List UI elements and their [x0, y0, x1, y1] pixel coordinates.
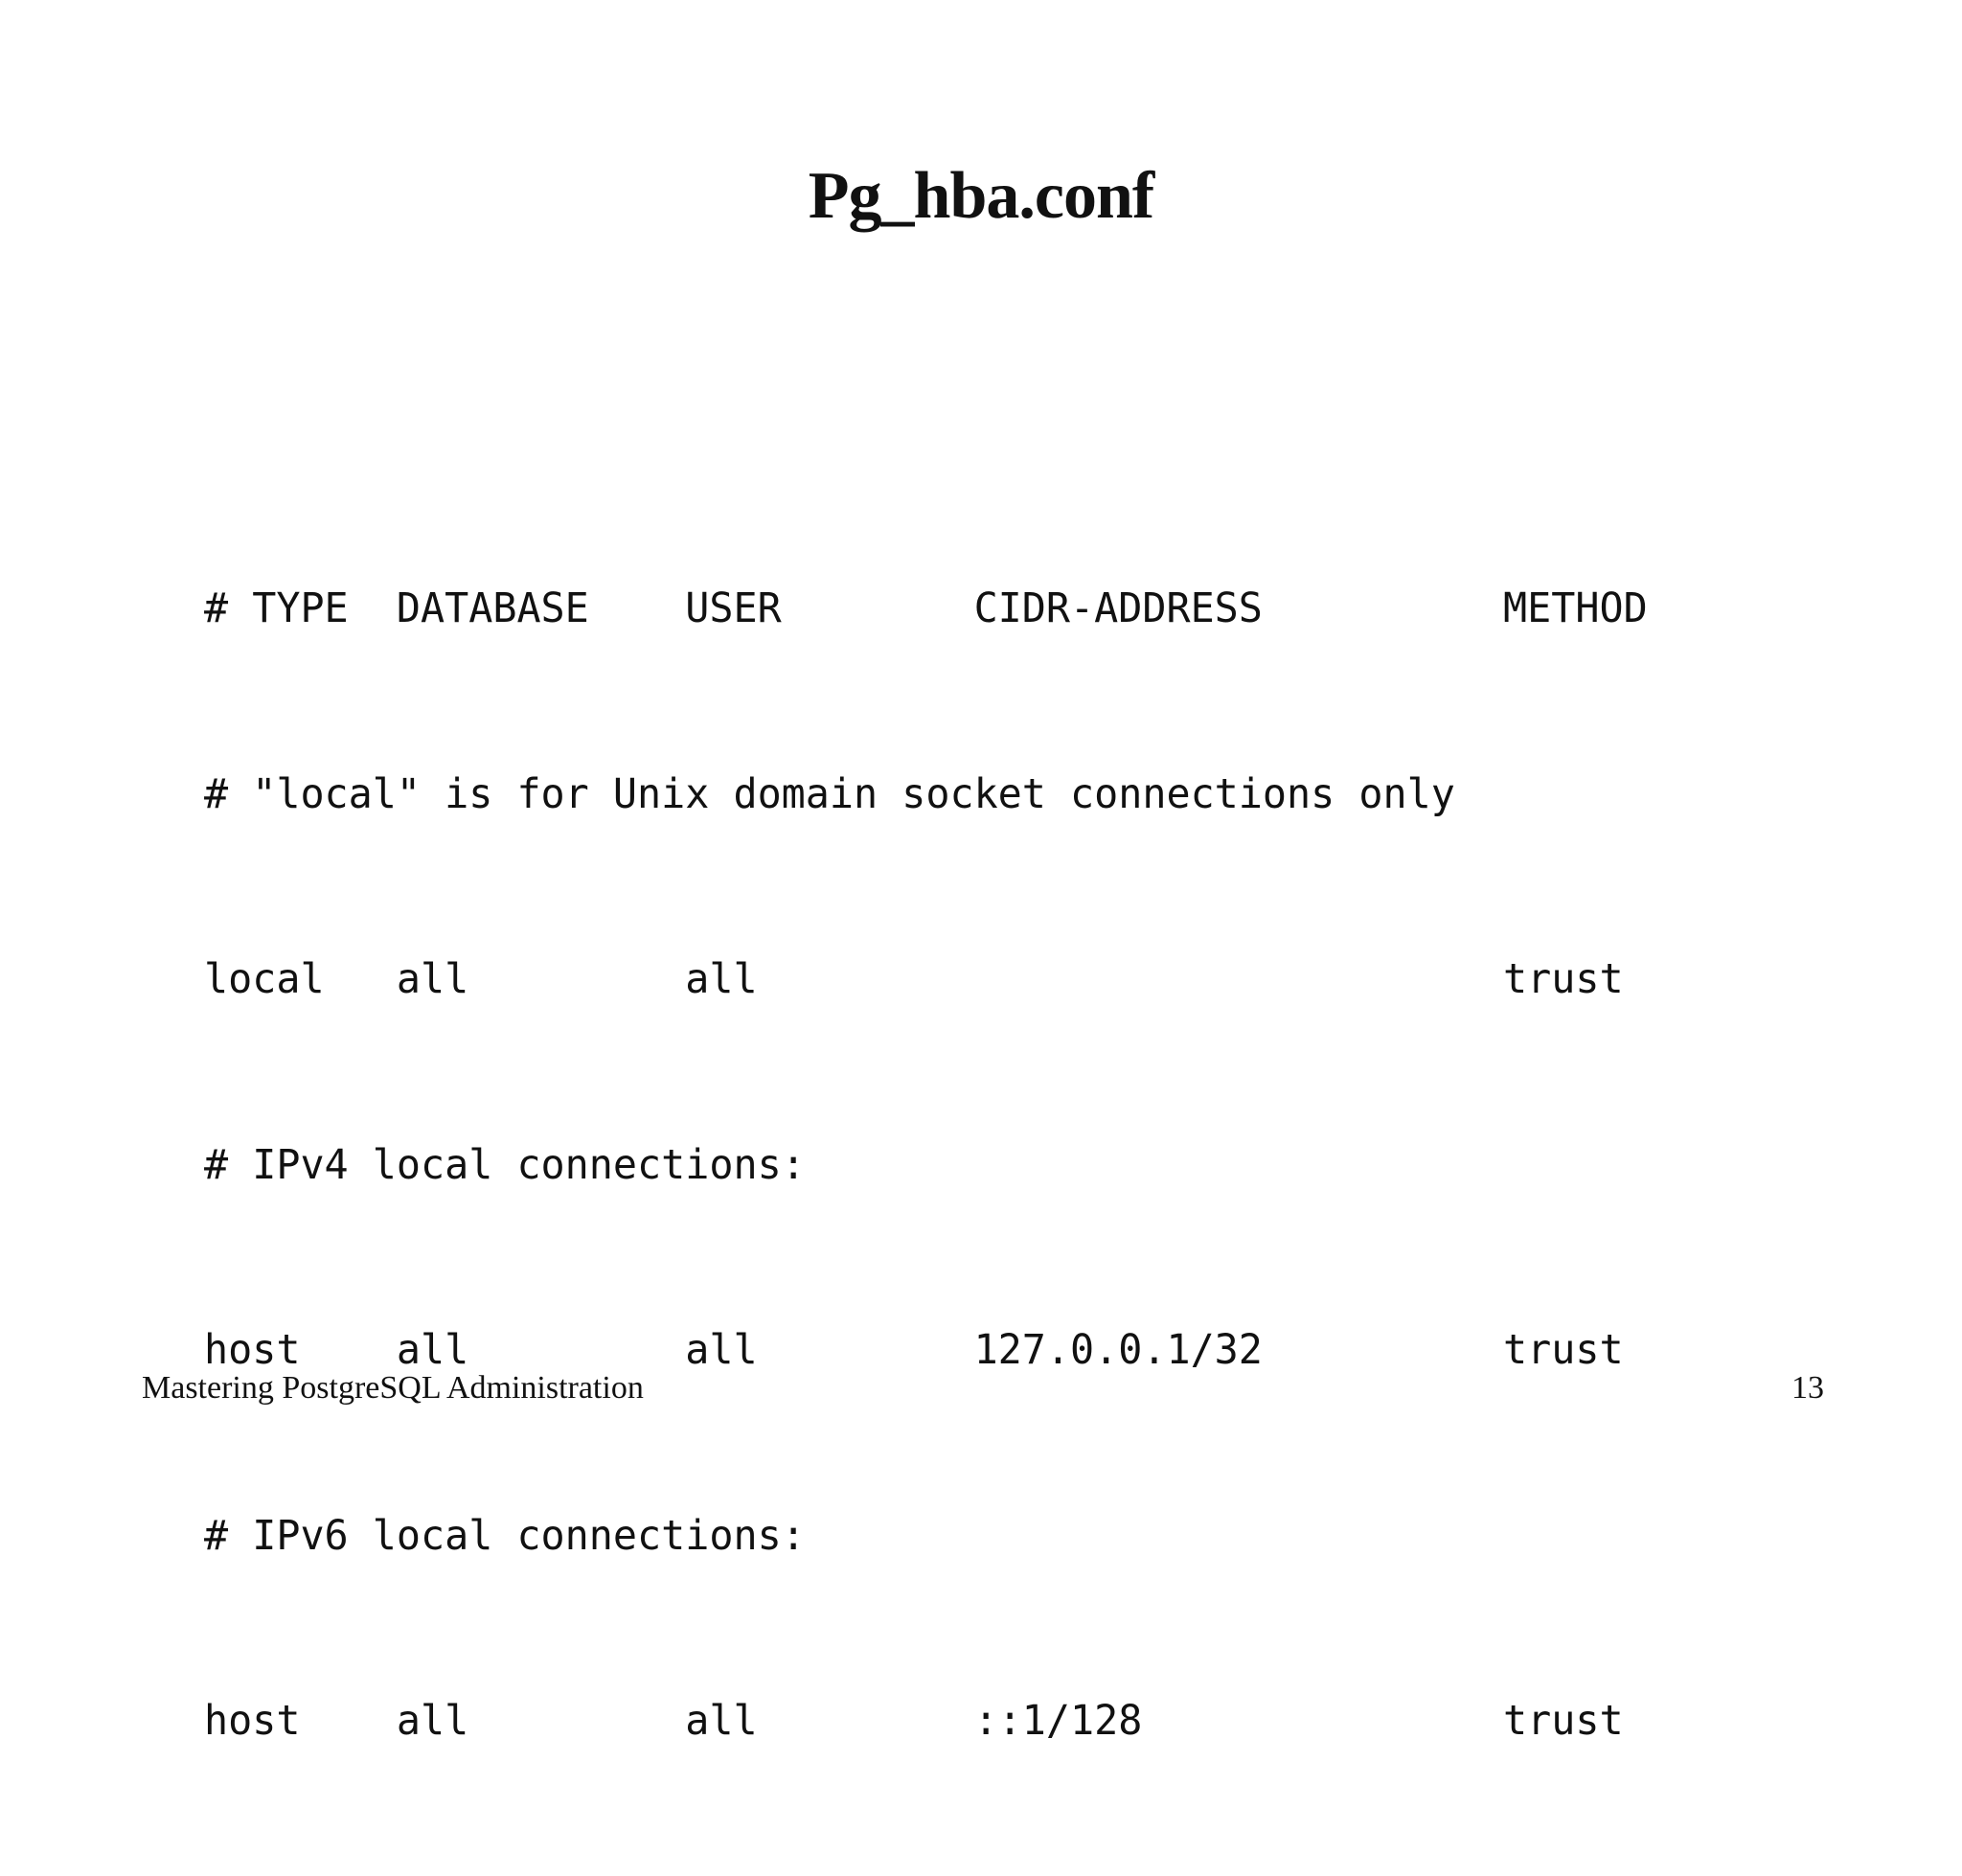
- config-comment-local: # "local" is for Unix domain socket connections only: [204, 769, 1455, 818]
- config-header-comment: # TYPE DATABASE USER CIDR-ADDRESS METHOD: [204, 584, 1648, 632]
- config-entry-ipv6: host all all ::1/128 trust: [204, 1697, 1624, 1745]
- config-comment-ipv6: # IPv6 local connections:: [204, 1511, 806, 1560]
- footer-course-title: Mastering PostgreSQL Administration: [142, 1370, 644, 1406]
- config-entry-local: local all all trust: [204, 955, 1624, 1003]
- config-code-block: [204, 454, 1833, 1876]
- config-entry-ipv4: host all all 127.0.0.1/32 trust: [204, 1326, 1624, 1374]
- slide-title: Pg_hba.conf: [808, 159, 1154, 233]
- footer-page-number: 13: [1791, 1370, 1824, 1406]
- config-comment-ipv4: # IPv4 local connections:: [204, 1140, 806, 1189]
